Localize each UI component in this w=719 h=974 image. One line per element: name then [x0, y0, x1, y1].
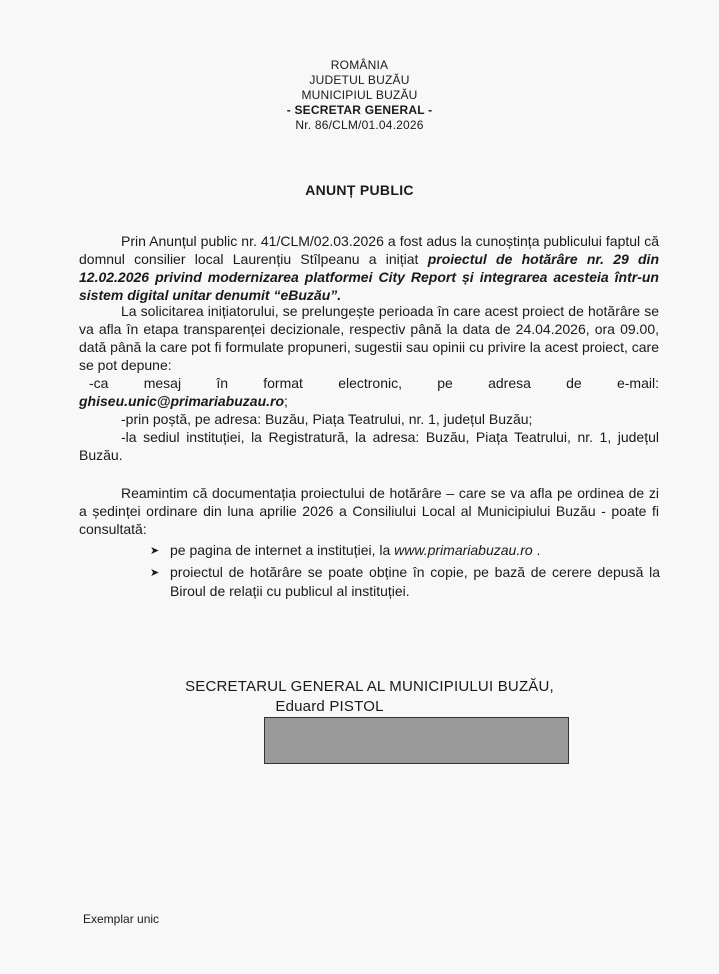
list-item: [150, 563, 660, 601]
document-header: [0, 58, 719, 133]
header-country: ROMÂNIA: [330, 58, 389, 72]
registry-option: -la sediul instituției, la Registratură, la adresa: Buzău, Piața Teatrului, nr. 1, județul Buzău.: [79, 429, 659, 463]
arrow-bullet-icon: ➤: [150, 567, 160, 579]
footer-note: Exemplar unic: [83, 912, 160, 926]
email-word: pe: [437, 375, 453, 391]
signature-title: SECRETARUL GENERAL AL MUNICIPIULUI BUZĂU,: [185, 678, 554, 695]
signature-name: Eduard PISTOL: [275, 698, 384, 715]
list-item: [150, 541, 660, 561]
document-title: ANUNȚ PUBLIC: [305, 182, 414, 198]
email-suffix: ;: [284, 393, 288, 409]
arrow-bullet-icon: ➤: [150, 545, 160, 557]
list-item-suffix: .: [532, 542, 541, 558]
email-word: e-mail:: [616, 375, 659, 391]
paragraph-reminder: Reamintim că documentația proiectului de hotărâre – care se va afla pe ordinea de zi a ședinței ordinare din luna aprilie 2026 a Consiliului Local al Municipiului Buzău - poate fi consultată:: [79, 485, 659, 537]
email-line: [79, 374, 659, 392]
email-word: de: [566, 375, 582, 391]
website-link[interactable]: www.primariabuzau.ro: [394, 542, 533, 558]
email-word: electronic,: [338, 375, 402, 391]
post-option: -prin poștă, pe adresa: Buzău, Piața Teatrului, nr. 1, județul Buzău;: [121, 411, 533, 427]
email-word: mesaj: [143, 375, 182, 391]
paragraph-announcement: [79, 232, 659, 304]
list-item-text: pe pagina de internet a instituției, la: [170, 542, 395, 558]
consultation-list: [150, 541, 660, 603]
header-county: JUDETUL BUZĂU: [309, 73, 410, 87]
email-word: adresa: [488, 375, 531, 391]
email-word: în: [216, 375, 228, 391]
paragraph-extension: [79, 302, 659, 464]
redacted-signature: [264, 717, 569, 764]
header-office: - SECRETAR GENERAL -: [286, 103, 433, 117]
email-address-line: [79, 392, 659, 410]
paragraph1-emphasis: proiectul de hotărâre nr. 29 din 12.02.2026 privind modernizarea platformei City Report și integrarea acesteia într-un sistem digital unitar denumit “eBuzău”.: [79, 251, 659, 303]
header-reference: Nr. 86/CLM/01.04.2026: [295, 118, 424, 132]
email-address[interactable]: ghiseu.unic@primariabuzau.ro: [79, 393, 285, 409]
email-word: format: [263, 375, 303, 391]
email-word: -ca: [89, 375, 109, 391]
signature-block: [0, 677, 719, 717]
paragraph2-text: La solicitarea inițiatorului, se prelungește perioada în care acest proiect de hotărâre se va afla în etapa transparenței decizionale, respectiv până la data de 24.04.2026, ora 09.00, dată până la care pot fi formulate propuneri, sugestii sau opinii cu privire la acest proiect, care se pot depune:: [79, 303, 659, 373]
paragraph1-text: Prin Anunțul public nr. 41/CLM/02.03.2026 a fost adus la cunoștința publicului faptul că domnul consilier local Laurențiu Stîlpeanu a inițiat: [79, 233, 659, 267]
header-municipality: MUNICIPIUL BUZĂU: [301, 88, 418, 102]
list-item-text: proiectul de hotărâre se poate obține în copie, pe bază de cerere depusă la Biroul de relații cu publicul al instituției.: [170, 564, 660, 599]
